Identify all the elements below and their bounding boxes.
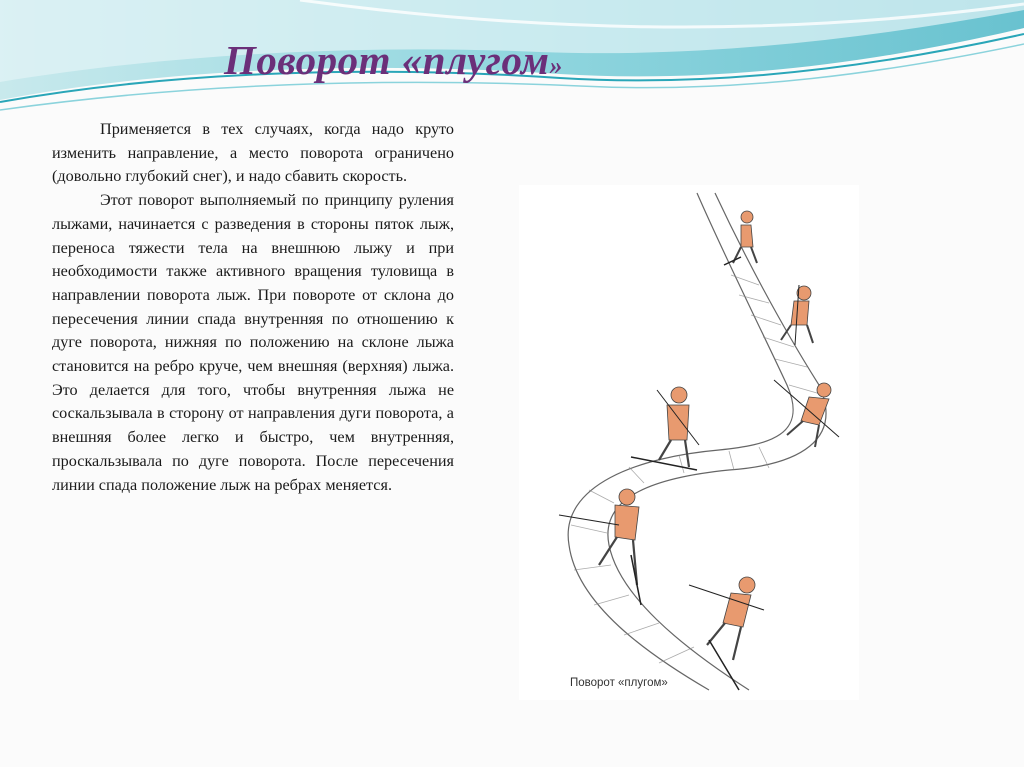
- slide-title-closing-quote: »: [549, 51, 563, 80]
- skier-figure-2: [781, 285, 813, 345]
- ski-track-drawing: [519, 185, 859, 700]
- ski-track: [568, 193, 826, 690]
- paragraph-2: Этот поворот выполняемый по принципу руления лыжами, начинается с разведения в стороны пяток лыж, переноса тяжести тела на внешнюю лыжу и при необходимости также активного вращения туловища в направлении поворота лыж. При повороте от склона до пересечения линии спада внутренняя по отношению к дуге поворота, нижняя по положению на склоне лыжа становится на ребро круче, чем внешняя (верхняя) лыжа. Это делается для того, чтобы внутренняя лыжа не соскальзывала в сторону от направления дуги поворота, а внешняя более легко и быстро, чем внутренняя, проскальзывала по дуге поворота. После пересечения линии спада положение лыж на ребрах меняется.: [52, 191, 454, 494]
- skiing-illustration: [519, 185, 859, 700]
- paragraph-1: Применяется в тех случаях, когда надо круто изменить направление, а место поворота ограничено (довольно глубокий снег), и надо сбавить скорость.: [52, 120, 454, 186]
- slide-title: [224, 36, 563, 84]
- body-text: [52, 118, 454, 497]
- skier-figure-6: [689, 577, 764, 690]
- skier-figure-1: [724, 211, 757, 265]
- figure-caption: Поворот «плугом»: [570, 677, 668, 689]
- slide-title-main: Поворот «плугом: [224, 37, 550, 83]
